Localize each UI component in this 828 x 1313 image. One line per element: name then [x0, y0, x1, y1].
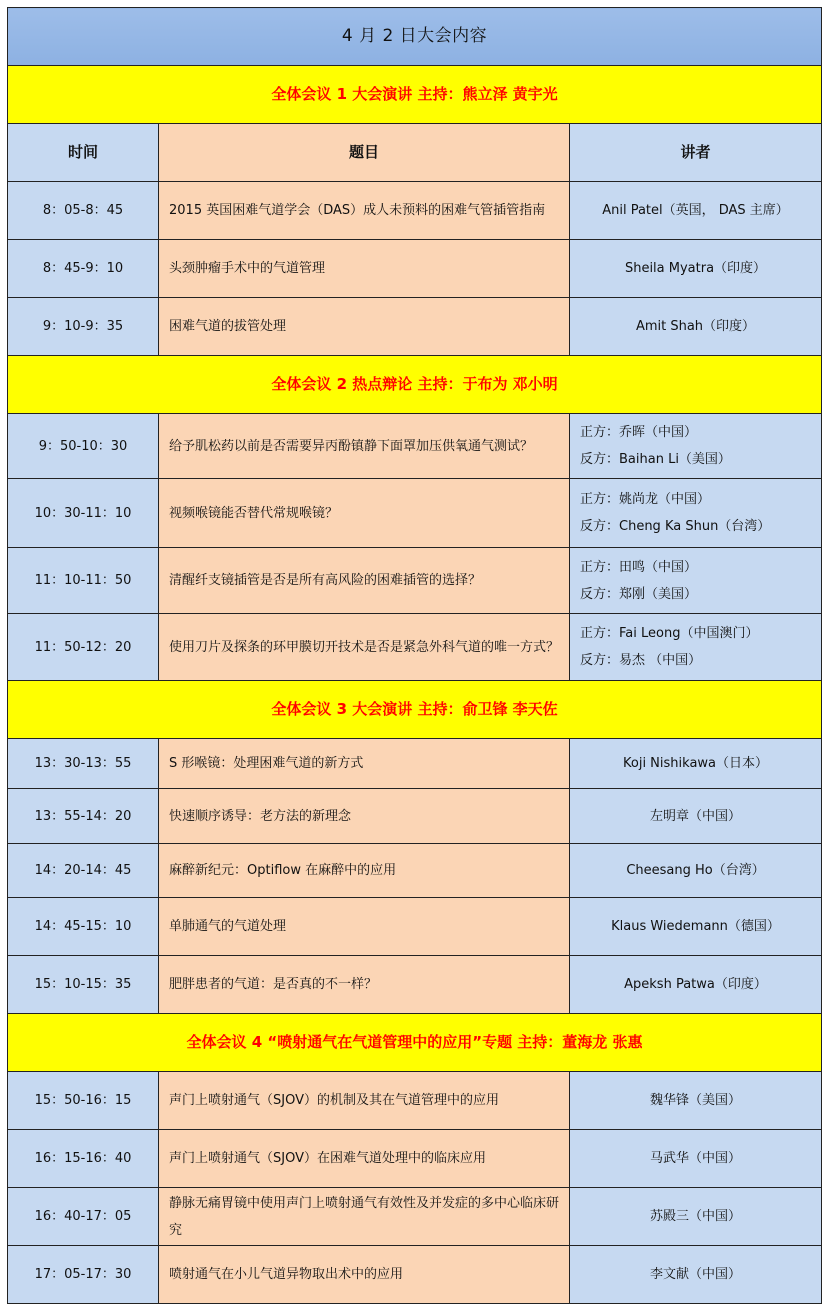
pro-speaker: 正方：姚尚龙（中国）: [580, 492, 711, 507]
topic-cell: 头颈肿瘤手术中的气道管理: [159, 240, 570, 298]
topic-cell: 使用刀片及探条的环甲膜切开技术是否是紧急外科气道的唯一方式？: [159, 614, 570, 681]
con-speaker: 反方：Cheng Ka Shun（台湾）: [580, 519, 771, 534]
speaker-cell: 马武华（中国）: [570, 1130, 822, 1188]
time-cell: 16：40-17：05: [8, 1188, 159, 1246]
time-cell: 15：10-15：35: [8, 956, 159, 1014]
time-cell: 17：05-17：30: [8, 1246, 159, 1304]
table-row: [8, 1130, 822, 1188]
speaker-cell: 左明章（中国）: [570, 789, 822, 844]
topic-cell: 静脉无痛胃镜中使用声门上喷射通气有效性及并发症的多中心临床研究: [159, 1188, 570, 1246]
time-cell: 14：20-14：45: [8, 844, 159, 898]
topic-cell: 2015 英国困难气道学会（DAS）成人未预料的困难气管插管指南: [159, 182, 570, 240]
time-cell: 8：45-9：10: [8, 240, 159, 298]
table-row: [8, 739, 822, 789]
session-title-row: [8, 356, 822, 414]
topic-cell: 麻醉新纪元：Optiflow 在麻醉中的应用: [159, 844, 570, 898]
time-cell: 9：10-9：35: [8, 298, 159, 356]
table-row: [8, 298, 822, 356]
session-title-row: [8, 66, 822, 124]
table-row: [8, 414, 822, 479]
debate-speakers-cell: [570, 479, 822, 548]
debate-speakers-cell: [570, 614, 822, 681]
topic-cell: 喷射通气在小儿气道异物取出术中的应用: [159, 1246, 570, 1304]
debate-speakers-cell: [570, 548, 822, 614]
schedule-table: [7, 7, 822, 1304]
con-speaker: 反方：易杰 （中国）: [580, 653, 702, 668]
table-row: [8, 182, 822, 240]
con-speaker: 反方：郑刚（美国）: [580, 586, 698, 602]
speaker-cell: 苏殿三（中国）: [570, 1188, 822, 1246]
topic-cell: 视频喉镜能否替代常规喉镜？: [159, 479, 570, 548]
table-row: [8, 614, 822, 681]
session-title: 全体会议 1 大会演讲 主持：熊立泽 黄宇光: [8, 66, 822, 124]
topic-cell: 清醒纤支镜插管是否是所有高风险的困难插管的选择？: [159, 548, 570, 614]
table-row: [8, 1072, 822, 1130]
time-cell: 14：45-15：10: [8, 898, 159, 956]
title-row: [8, 8, 822, 66]
speaker-cell: Koji Nishikawa（日本）: [570, 739, 822, 789]
debate-speakers-cell: [570, 414, 822, 479]
topic-cell: 快速顺序诱导：老方法的新理念: [159, 789, 570, 844]
topic-cell: 声门上喷射通气（SJOV）在困难气道处理中的临床应用: [159, 1130, 570, 1188]
table-row: [8, 956, 822, 1014]
speaker-cell: Klaus Wiedemann（德国）: [570, 898, 822, 956]
session-title-row: [8, 681, 822, 739]
pro-speaker: 正方：田鸣（中国）: [580, 559, 698, 575]
table-row: [8, 789, 822, 844]
session-title-row: [8, 1014, 822, 1072]
session-title: 全体会议 3 大会演讲 主持：俞卫锋 李天佐: [8, 681, 822, 739]
topic-cell: 声门上喷射通气（SJOV）的机制及其在气道管理中的应用: [159, 1072, 570, 1130]
time-cell: 11：10-11：50: [8, 548, 159, 614]
topic-cell: 困难气道的拔管处理: [159, 298, 570, 356]
topic-cell: 给予肌松药以前是否需要异丙酚镇静下面罩加压供氧通气测试？: [159, 414, 570, 479]
time-cell: 16：15-16：40: [8, 1130, 159, 1188]
speaker-cell: Sheila Myatra（印度）: [570, 240, 822, 298]
session-title: 全体会议 4 “喷射通气在气道管理中的应用”专题 主持：董海龙 张惠: [8, 1014, 822, 1072]
time-cell: 11：50-12：20: [8, 614, 159, 681]
page-title: 4 月 2 日大会内容: [8, 8, 822, 66]
time-cell: 9：50-10：30: [8, 414, 159, 479]
time-cell: 15：50-16：15: [8, 1072, 159, 1130]
table-row: [8, 1188, 822, 1246]
table-row: [8, 479, 822, 548]
time-cell: 13：55-14：20: [8, 789, 159, 844]
speaker-cell: 李文献（中国）: [570, 1246, 822, 1304]
header-topic: 题目: [159, 124, 570, 182]
topic-cell: 肥胖患者的气道：是否真的不一样？: [159, 956, 570, 1014]
table-row: [8, 1246, 822, 1304]
speaker-cell: Cheesang Ho（台湾）: [570, 844, 822, 898]
header-time: 时间: [8, 124, 159, 182]
table-row: [8, 240, 822, 298]
time-cell: 8：05-8：45: [8, 182, 159, 240]
speaker-cell: 魏华锋（美国）: [570, 1072, 822, 1130]
table-row: [8, 898, 822, 956]
pro-speaker: 正方：乔晖（中国）: [580, 425, 698, 440]
time-cell: 13：30-13：55: [8, 739, 159, 789]
time-cell: 10：30-11：10: [8, 479, 159, 548]
header-row: [8, 124, 822, 182]
speaker-cell: Apeksh Patwa（印度）: [570, 956, 822, 1014]
table-row: [8, 844, 822, 898]
speaker-cell: Anil Patel（英国， DAS 主席）: [570, 182, 822, 240]
pro-speaker: 正方：Fai Leong（中国澳门）: [580, 626, 759, 641]
topic-cell: S 形喉镜：处理困难气道的新方式: [159, 739, 570, 789]
session-title: 全体会议 2 热点辩论 主持：于布为 邓小明: [8, 356, 822, 414]
header-speaker: 讲者: [570, 124, 822, 182]
speaker-cell: Amit Shah（印度）: [570, 298, 822, 356]
con-speaker: 反方：Baihan Li（美国）: [580, 452, 731, 467]
topic-cell: 单肺通气的气道处理: [159, 898, 570, 956]
table-row: [8, 548, 822, 614]
